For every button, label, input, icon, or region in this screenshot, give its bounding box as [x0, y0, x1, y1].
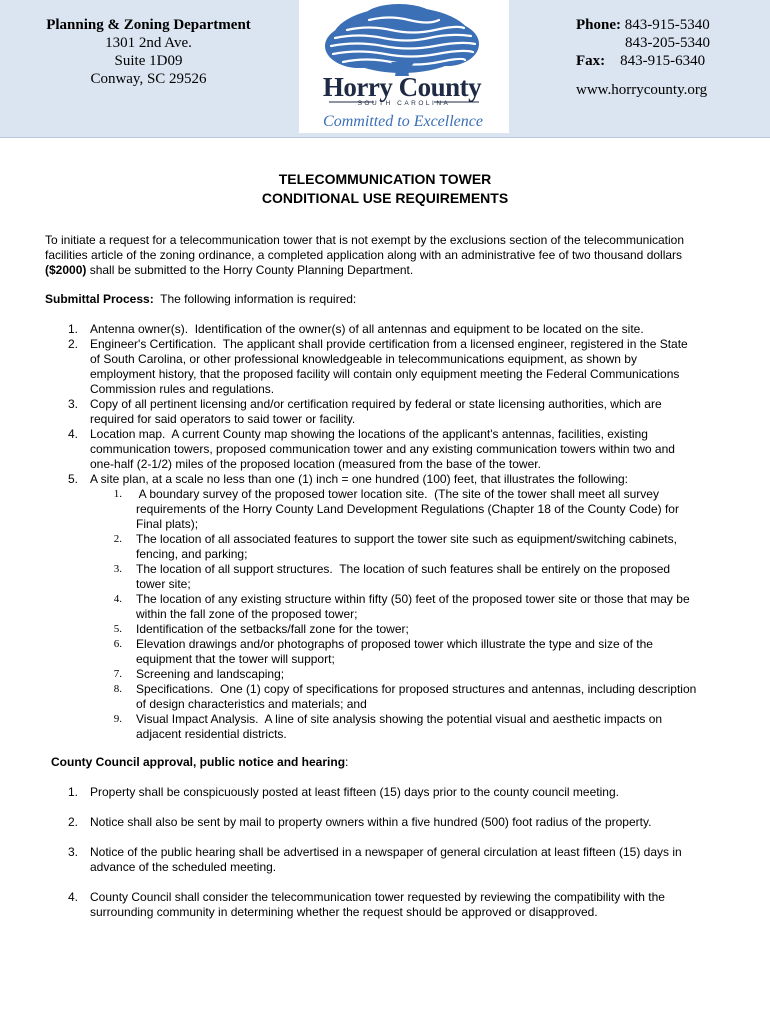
- intro-line-1: To initiate a request for a telecommunication tower that is not exempt by the exclusions section of the telecommunication: [45, 233, 684, 247]
- submittal-item-number: 4.: [67, 427, 78, 441]
- site-plan-item-number: 3.: [113, 563, 122, 575]
- site-plan-item-text: Identification of the setbacks/fall zone for the tower;: [136, 622, 409, 636]
- submittal-item-text: Antenna owner(s). Identification of the owner(s) of all antennas and equipment to be located on the site.: [90, 322, 644, 336]
- fax-number: 843-915-6340: [620, 53, 706, 69]
- intro-line-3: shall be submitted to the Horry County Planning Department.: [86, 263, 414, 277]
- fax-label: Fax: [576, 53, 601, 69]
- logo-name-text: Horry County: [322, 72, 482, 102]
- site-plan-item-number: 7.: [113, 668, 122, 680]
- letterhead: [0, 0, 770, 138]
- submittal-item-text: A site plan, at a scale no less than one (1) inch = one hundred (100) feet, that illustrates the following:: [90, 472, 628, 486]
- site-plan-item-text: The location of all associated features to support the tower site such as equipment/switching cabinets, fencing, and parking;: [136, 532, 677, 561]
- site-plan-item-number: 6.: [113, 638, 122, 650]
- site-plan-item-number: 2.: [113, 533, 122, 545]
- site-plan-item-text: The location of all support structures. The location of such features shall be entirely on the proposed tower site;: [136, 562, 671, 591]
- council-item-text: Notice shall also be sent by mail to property owners within a five hundred (500) foot radius of the property.: [90, 815, 652, 829]
- submittal-item-number: 2.: [67, 337, 78, 351]
- address-line-3: Conway, SC 29526: [90, 71, 207, 87]
- site-plan-item-text: The location of any existing structure within fifty (50) feet of the proposed tower site or those that may be within the fall zone of the proposed tower;: [136, 592, 690, 621]
- phone-number: 843-915-5340: [624, 17, 710, 33]
- department-name: Planning & Zoning Department: [46, 17, 251, 33]
- submittal-item-number: 5.: [67, 472, 78, 486]
- site-plan-item-number: 4.: [113, 593, 122, 605]
- council-item-number: 3.: [67, 845, 78, 859]
- intro-line-2: facilities article of the zoning ordinance, a completed application along with an administrative fee of two thousand dollars: [45, 248, 683, 262]
- submittal-item-text: Copy of all pertinent licensing and/or certification required by federal or state licensing authorities, which are required for said operators to said tower or facility.: [90, 397, 662, 426]
- phone-label: Phone: [576, 17, 617, 33]
- council-label: County Council approval, public notice and hearing: [51, 755, 346, 769]
- council-item-number: 2.: [67, 815, 78, 829]
- address-line-2: Suite 1D09: [114, 53, 183, 69]
- logo-tagline-text: Committed to Excellence: [323, 113, 483, 130]
- council-item-number: 4.: [67, 890, 78, 904]
- site-plan-item-number: 8.: [113, 683, 122, 695]
- site-plan-item-text: Elevation drawings and/or photographs of proposed tower which illustrate the type and size of the equipment that the tower will support;: [136, 637, 653, 666]
- submittal-item-number: 3.: [67, 397, 78, 411]
- phone-number-2: 843-205-5340: [625, 35, 710, 51]
- site-plan-item-text: Visual Impact Analysis. A line of site analysis showing the potential visual and aesthetic impacts on adjacent residential districts.: [136, 712, 663, 741]
- submittal-text: The following information is required:: [153, 292, 357, 306]
- site-plan-item-text: Specifications. One (1) copy of specifications for proposed structures and antennas, including description of design characteristics and materials; and: [136, 682, 697, 711]
- submittal-item-text: Location map. A current County map showing the locations of the applicant's antennas, facilities, existing communication towers, proposed communication tower and any existing communication towers within two and one-half (2-1/2) miles of the proposed location (measured from the base of the tower.: [90, 427, 675, 471]
- submittal-heading: [45, 292, 725, 307]
- site-plan-item-number: 1.: [113, 488, 122, 500]
- site-plan-item-number: 9.: [113, 713, 122, 725]
- intro-paragraph: [45, 233, 725, 278]
- tree-logo-icon: [299, 0, 509, 133]
- council-heading: [51, 755, 348, 769]
- site-plan-item-text: A boundary survey of the proposed tower location site. (The site of the tower shall meet all survey requirements of the Horry County Land Development Regulations (Chapter 18 of the County Code) for Final plats);: [136, 487, 679, 531]
- document-title-line-2: CONDITIONAL USE REQUIREMENTS: [261, 190, 509, 206]
- council-item-number: 1.: [67, 785, 78, 799]
- council-item-text: County Council shall consider the telecommunication tower requested by reviewing the compatibility with the surrounding community in determining whether the request should be approved or disapproved.: [90, 890, 665, 919]
- document-title-line-1: TELECOMMUNICATION TOWER: [278, 171, 492, 187]
- logo-state-text: SOUTH CAROLINA: [357, 100, 451, 107]
- horry-county-logo: [299, 0, 509, 133]
- council-item-text: Notice of the public hearing shall be advertised in a newspaper of general circulation at least fifteen (15) days in advance of the scheduled meeting.: [90, 845, 682, 874]
- submittal-item-number: 1.: [67, 322, 78, 336]
- department-address: [0, 16, 297, 88]
- site-plan-item-number: 5.: [113, 623, 122, 635]
- website-link[interactable]: www.horrycounty.org: [576, 82, 708, 98]
- council-item-text: Property shall be conspicuously posted at least fifteen (15) days prior to the county council meeting.: [90, 785, 619, 799]
- contact-info: Phone: 843-915-5340 843-205-5340 Fax: 843-915-6340 www.horrycounty.org: [576, 16, 766, 99]
- intro-fee: ($2000): [45, 263, 87, 277]
- council-colon: :: [345, 755, 349, 769]
- address-line-1: 1301 2nd Ave.: [105, 35, 192, 51]
- site-plan-item-text: Screening and landscaping;: [136, 667, 285, 681]
- submittal-item-text: Engineer's Certification. The applicant shall provide certification from a licensed engineer, registered in the State of South Carolina, or other professional knowledgeable in telecommunications equipment, as shown by employment history, that the proposed facility will contain only equipment meeting the Federal Communications Commission rules and regulations.: [90, 337, 688, 396]
- submittal-label: Submittal Process:: [45, 292, 154, 306]
